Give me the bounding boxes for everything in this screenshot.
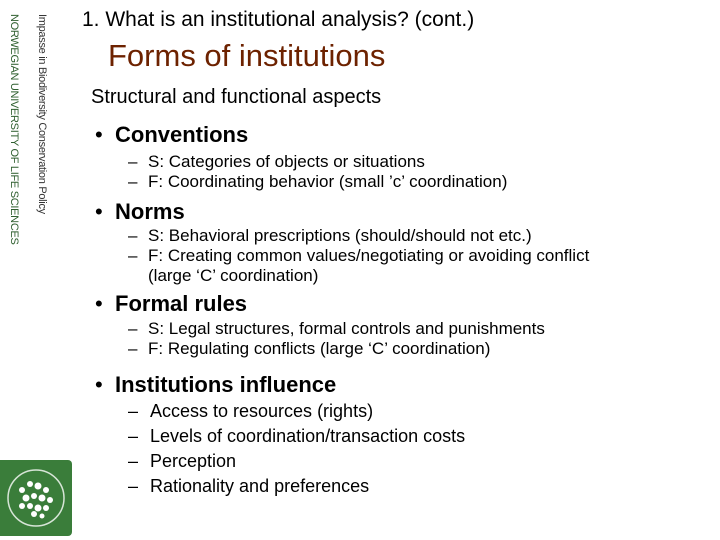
bullet-norms — [95, 199, 185, 225]
bullet-glyph: • — [95, 122, 103, 147]
dash-glyph: – — [128, 246, 138, 265]
dash-glyph: – — [128, 426, 139, 446]
sub-bullet-list — [128, 319, 545, 359]
list-item-text: F: Regulating conflicts (large ‘C’ coordination) — [148, 339, 491, 358]
list-item — [128, 399, 465, 424]
intro-text: Structural and functional aspects — [91, 86, 382, 108]
bullet-heading: Conventions — [115, 122, 249, 147]
slide-title: 1. What is an institutional analysis? (cont.) — [82, 8, 475, 31]
sub-bullet-list — [128, 399, 465, 499]
bullet-heading: Formal rules — [115, 291, 248, 316]
list-item-text: F: Creating common values/negotiating or avoiding conflict — [148, 246, 590, 265]
list-item — [128, 424, 465, 449]
dash-glyph: – — [128, 451, 139, 471]
list-item — [128, 226, 589, 246]
university-name: NORWEGIAN UNIVERSITY OF LIFE SCIENCES — [8, 14, 20, 245]
dash-glyph: – — [128, 401, 139, 421]
list-item — [128, 246, 589, 266]
list-item-text: F: Coordinating behavior (small ’c’ coordination) — [148, 172, 508, 191]
list-item — [128, 474, 465, 499]
bullet-heading: Institutions influence — [115, 372, 337, 397]
sidebar — [0, 0, 75, 540]
list-item-text: Perception — [150, 451, 237, 471]
university-logo-icon — [0, 460, 72, 536]
list-item — [128, 172, 507, 192]
bullet-glyph: • — [95, 291, 103, 316]
list-item-text: S: Behavioral prescriptions (should/should not etc.) — [148, 226, 532, 245]
bullet-institutions-influence — [95, 372, 336, 398]
list-item-text: S: Legal structures, formal controls and punishments — [148, 319, 545, 338]
list-item-text: Access to resources (rights) — [150, 401, 374, 421]
list-item — [128, 319, 545, 339]
list-item — [128, 449, 465, 474]
bullet-heading: Norms — [115, 199, 185, 224]
list-item-text: Rationality and preferences — [150, 476, 370, 496]
dash-glyph: – — [128, 226, 138, 245]
list-item-text: S: Categories of objects or situations — [148, 152, 425, 171]
dash-glyph: – — [128, 339, 138, 358]
course-name: Impasse in Biodiversity Conservation Policy — [36, 14, 48, 214]
bullet-glyph: • — [95, 372, 103, 397]
sub-bullet-list — [128, 152, 507, 192]
sub-bullet-list — [128, 226, 589, 286]
dash-glyph: – — [128, 152, 138, 171]
list-item — [128, 152, 507, 172]
slide-subtitle: Forms of institutions — [108, 38, 386, 73]
dash-glyph: – — [128, 476, 139, 496]
list-item — [128, 339, 545, 359]
bullet-formal-rules — [95, 291, 247, 317]
bullet-glyph: • — [95, 199, 103, 224]
dash-glyph: – — [128, 172, 138, 191]
list-item-text: Levels of coordination/transaction costs — [150, 426, 466, 446]
list-item-continuation: (large ‘C’ coordination) — [148, 266, 319, 285]
bullet-conventions — [95, 122, 248, 148]
dash-glyph: – — [128, 319, 138, 338]
